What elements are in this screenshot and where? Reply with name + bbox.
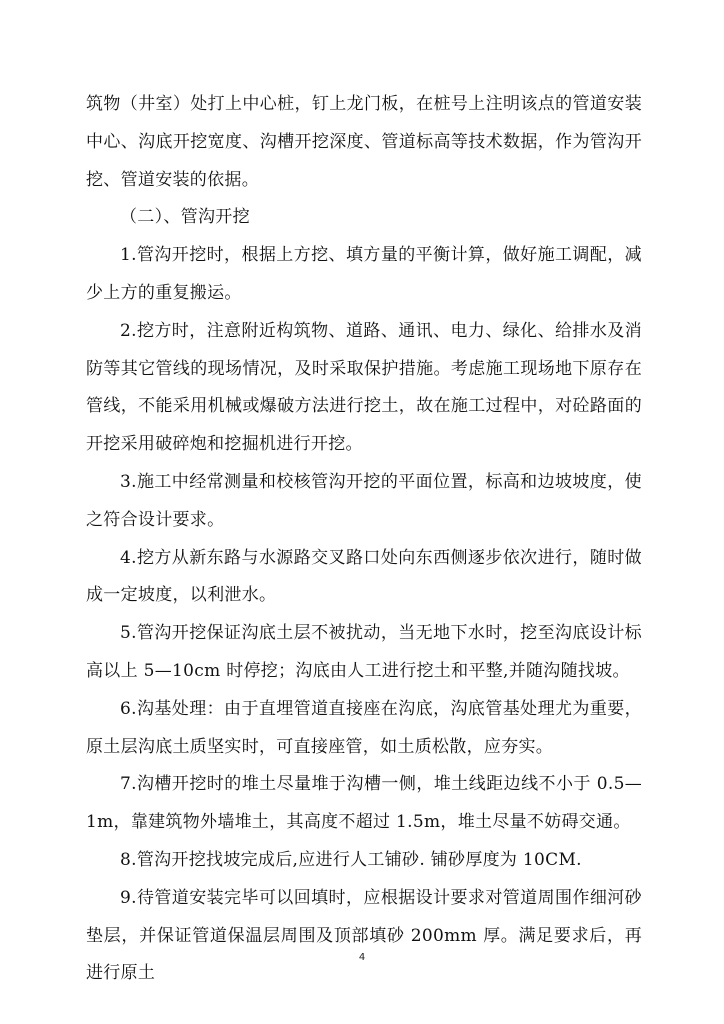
paragraph-item-3: 3.施工中经常测量和校核管沟开挖的平面位置，标高和边坡坡度，使之符合设计要求。 xyxy=(86,471,642,530)
paragraph-item-6: 6.沟基处理：由于直埋管道直接座在沟底，沟底管基处理尤为重要，原土层沟底土质坚实时，可直接座管，如土质松散，应夯实。 xyxy=(86,698,642,757)
paragraph-item-4: 4.挖方从新东路与水源路交叉路口处向东西侧逐步依次进行，随时做成一定坡度，以利泄水。 xyxy=(86,547,642,606)
paragraph-item-7: 7.沟槽开挖时的堆土尽量堆于沟槽一侧，堆土线距边线不小于 0.5—1m，靠建筑物外墙堆土，其高度不超过 1.5m，堆土尽量不妨碍交通。 xyxy=(86,774,642,833)
paragraph-item-9: 9.待管道安装完毕可以回填时，应根据设计要求对管道周围作细河砂垫层，并保证管道保温层周围及顶部填砂 200mm 厚。满足要求后，再进行原土 xyxy=(86,887,642,984)
body-text xyxy=(86,86,642,993)
paragraph-item-5: 5.管沟开挖保证沟底土层不被扰动，当无地下水时，挖至沟底设计标高以上 5—10cm 时停挖；沟底由人工进行挖土和平整,并随沟随找坡。 xyxy=(86,623,642,681)
paragraph-continuation: 筑物（井室）处打上中心桩，钉上龙门板，在桩号上注明该点的管道安装中心、沟底开挖宽度、沟槽开挖深度、管道标高等技术数据，作为管沟开挖、管道安装的依据。 xyxy=(86,94,642,190)
paragraph-item-8: 8.管沟开挖找坡完成后,应进行人工铺砂. 铺砂厚度为 10CM. xyxy=(120,849,582,870)
paragraph-item-1: 1.管沟开挖时，根据上方挖、填方量的平衡计算，做好施工调配，减少上方的重复搬运。 xyxy=(86,245,642,303)
paragraph-item-2: 2.挖方时，注意附近构筑物、道路、通讯、电力、绿化、给排水及消防等其它管线的现场情况，及时采取保护措施。考虑施工现场地下原存在管线，不能采用机械或爆破方法进行挖土，故在施工过程中，对砼路面的开挖采用破碎炮和挖掘机进行开挖。 xyxy=(86,320,642,455)
section-heading: （二）、管沟开挖 xyxy=(120,207,250,228)
page-number: 4 xyxy=(358,952,366,963)
